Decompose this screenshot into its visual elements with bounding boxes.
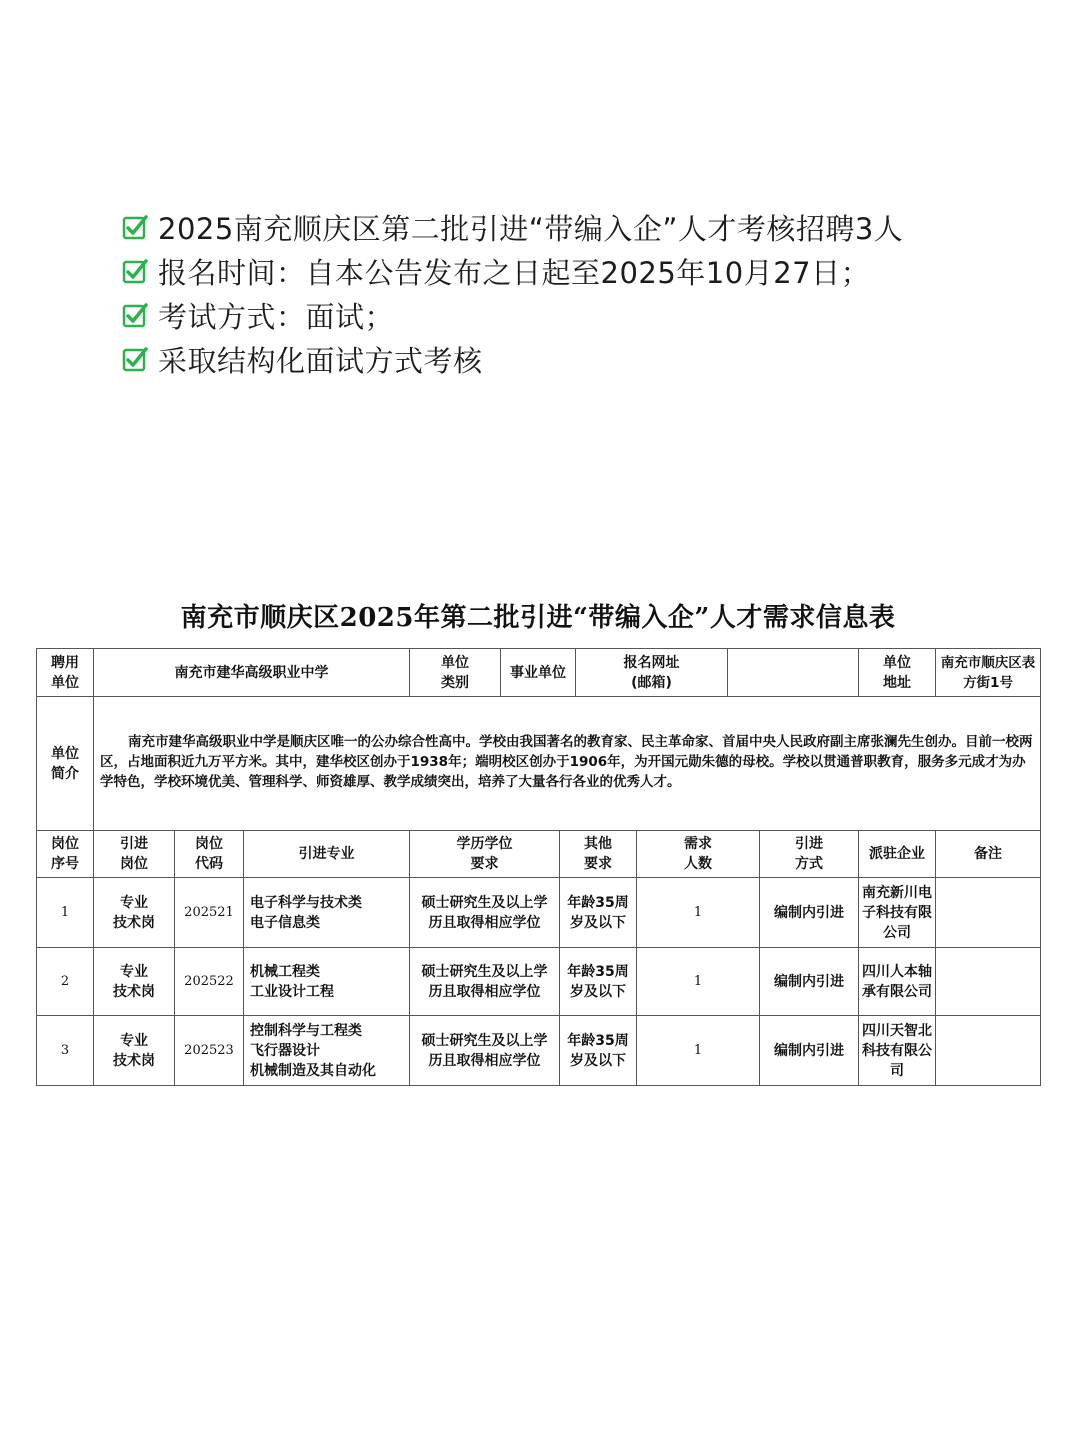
column-header-row <box>37 831 1041 878</box>
col-header-method: 引进 方式 <box>760 831 859 878</box>
col-header-company: 派驻企业 <box>859 831 936 878</box>
row-code: 202521 <box>175 878 244 948</box>
col-header-post: 引进 岗位 <box>94 831 175 878</box>
row-count: 1 <box>637 1016 760 1086</box>
col-header-count: 需求 人数 <box>637 831 760 878</box>
apply-label: 报名网址 (邮箱) <box>576 649 728 697</box>
col-header-degree: 学历学位 要求 <box>410 831 560 878</box>
checkbox-checked-icon <box>122 345 150 373</box>
checklist-item <box>122 249 1022 293</box>
row-company: 四川天智北科技有限公司 <box>859 1016 936 1086</box>
row-other: 年龄35周 岁及以下 <box>560 948 637 1016</box>
row-no: 2 <box>37 948 94 1016</box>
table-title: 南充市顺庆区2025年第二批引进“带编入企”人才需求信息表 <box>180 603 896 633</box>
checkbox-checked-icon <box>122 257 150 285</box>
table-row <box>37 1016 1041 1086</box>
checklist-item <box>122 205 1022 249</box>
col-header-no: 岗位 序号 <box>37 831 94 878</box>
row-other: 年龄35周 岁及以下 <box>560 1016 637 1086</box>
row-remark <box>936 1016 1041 1086</box>
address-value: 南充市顺庆区表方街1号 <box>936 649 1041 697</box>
row-method: 编制内引进 <box>760 878 859 948</box>
apply-value <box>728 649 859 697</box>
checkbox-checked-icon <box>122 301 150 329</box>
row-count: 1 <box>637 948 760 1016</box>
row-code: 202523 <box>175 1016 244 1086</box>
checklist-text: 采取结构化面试方式考核 <box>158 343 483 378</box>
address-label: 单位 地址 <box>859 649 936 697</box>
row-remark <box>936 948 1041 1016</box>
checklist-text: 考试方式：面试； <box>158 299 395 334</box>
row-no: 1 <box>37 878 94 948</box>
intro-row <box>37 697 1041 831</box>
intro-text: 南充市建华高级职业中学是顺庆区唯一的公办综合性高中。学校由我国著名的教育家、民主革命家、首届中央人民政府副主席张澜先生创办。目前一校两区，占地面积近九万平方米。其中，建华校区创办于1938年；端明校区创办于1906年，为开国元勋朱德的母校。学校以贯通普职教育，服务多元成才为办学特色，学校环境优美、管理科学、师资雄厚、教学成绩突出，培养了大量各行各业的优秀人才。 <box>94 697 1041 831</box>
checklist-item <box>122 293 1022 337</box>
col-header-code: 岗位 代码 <box>175 831 244 878</box>
col-header-other: 其他 要求 <box>560 831 637 878</box>
row-method: 编制内引进 <box>760 948 859 1016</box>
checklist-text: 报名时间：自本公告发布之日起至2025年10月27日； <box>158 255 871 290</box>
row-majors: 控制科学与工程类 飞行器设计 机械制造及其自动化 <box>244 1016 410 1086</box>
row-majors: 机械工程类 工业设计工程 <box>244 948 410 1016</box>
checklist-item <box>122 337 1022 381</box>
talent-demand-table <box>36 648 1041 1086</box>
row-method: 编制内引进 <box>760 1016 859 1086</box>
row-degree: 硕士研究生及以上学 历且取得相应学位 <box>410 878 560 948</box>
intro-label: 单位 简介 <box>37 697 94 831</box>
row-post: 专业 技术岗 <box>94 948 175 1016</box>
employer-label: 聘用 单位 <box>37 649 94 697</box>
row-degree: 硕士研究生及以上学 历且取得相应学位 <box>410 1016 560 1086</box>
checklist <box>122 205 1022 381</box>
col-header-major: 引进专业 <box>244 831 410 878</box>
col-header-remark: 备注 <box>936 831 1041 878</box>
row-no: 3 <box>37 1016 94 1086</box>
row-company: 四川人本轴承有限公司 <box>859 948 936 1016</box>
row-degree: 硕士研究生及以上学 历且取得相应学位 <box>410 948 560 1016</box>
unit-type-value: 事业单位 <box>501 649 576 697</box>
row-majors: 电子科学与技术类 电子信息类 <box>244 878 410 948</box>
row-post: 专业 技术岗 <box>94 1016 175 1086</box>
unit-type-label: 单位 类别 <box>410 649 501 697</box>
employer-value: 南充市建华高级职业中学 <box>94 649 410 697</box>
row-other: 年龄35周 岁及以下 <box>560 878 637 948</box>
row-count: 1 <box>637 878 760 948</box>
row-post: 专业 技术岗 <box>94 878 175 948</box>
checkbox-checked-icon <box>122 213 150 241</box>
header-info-row <box>37 649 1041 697</box>
table-row <box>37 948 1041 1016</box>
checklist-text: 2025南充顺庆区第二批引进“带编入企”人才考核招聘3人 <box>158 211 904 246</box>
row-company: 南充新川电子科技有限 公司 <box>859 878 936 948</box>
row-code: 202522 <box>175 948 244 1016</box>
table-row <box>37 878 1041 948</box>
row-remark <box>936 878 1041 948</box>
